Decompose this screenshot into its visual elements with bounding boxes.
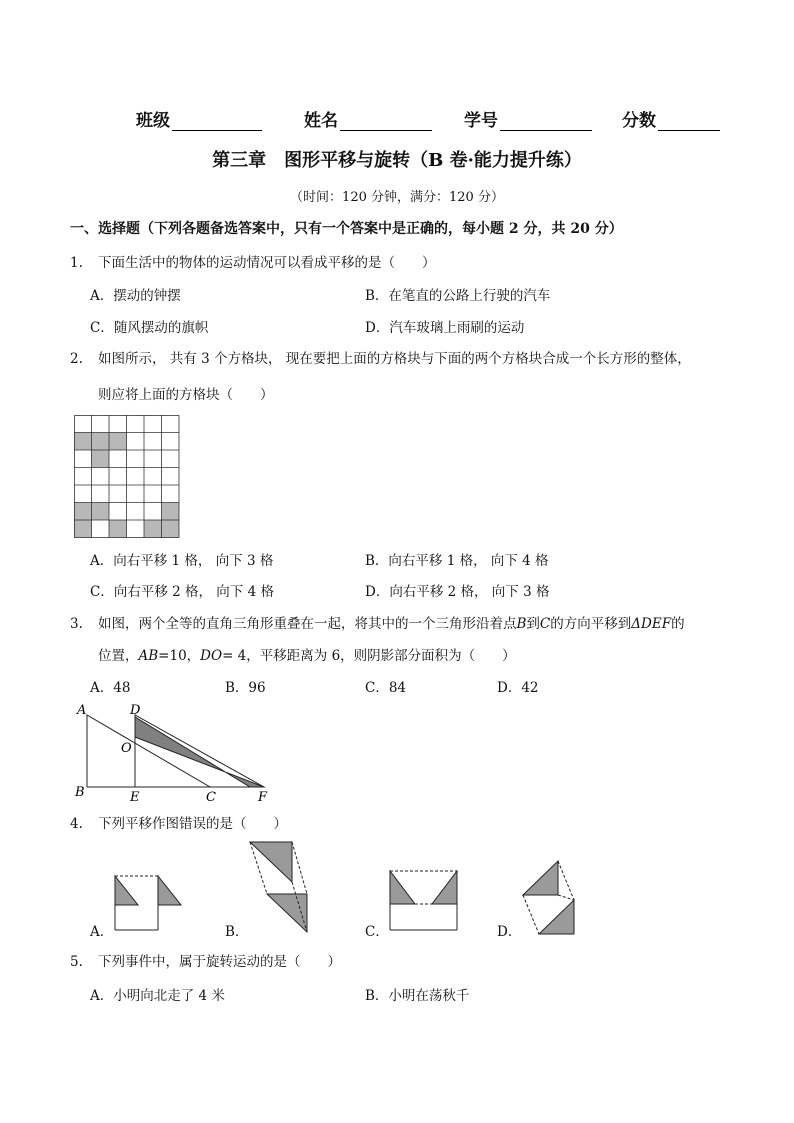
name-blank[interactable]: [340, 112, 432, 131]
triangle-shape: [115, 876, 138, 905]
question-stem-line1: 如图所示， 共有 3 个方格块， 现在要把上面的方格块与下面的两个方格块合成一个长方形的整体，: [98, 351, 691, 367]
question-number: 5.: [70, 954, 83, 970]
label-f: F: [258, 790, 268, 805]
q4-option-c[interactable]: C．: [365, 924, 389, 940]
question-3-line2: [98, 644, 516, 664]
q4-figure-a: [110, 870, 186, 934]
do-value: = 4: [222, 648, 247, 664]
question-stem: 下列事件中，属于旋转运动的是（ ）: [98, 954, 341, 970]
page-subtitle: （时间：120 分钟，满分：120 分）: [290, 190, 504, 205]
q4-figure-c: [385, 866, 461, 934]
question-stem-line2: 则应将上面的方格块（ ）: [98, 387, 274, 403]
question-number: 1.: [70, 255, 83, 271]
upper-block-cell: [74, 433, 92, 451]
q1-option-b[interactable]: B．在笔直的公路上行驶的汽车: [365, 288, 551, 304]
q2-option-d[interactable]: D．向右平移 2 格， 向下 3 格: [365, 584, 550, 600]
question-5: [70, 950, 341, 970]
q1-option-a[interactable]: A．摆动的钟摆: [90, 288, 181, 304]
question-stem-part: 的方向平移到: [550, 616, 632, 632]
triangle-shape: [432, 871, 457, 904]
score-field: [622, 106, 720, 131]
question-stem-part: 的: [671, 616, 685, 632]
point-b: B: [516, 616, 527, 632]
label-a: A: [77, 703, 87, 718]
id-field: [464, 106, 592, 131]
q1-option-c[interactable]: C．随风摆动的旗帜: [90, 320, 209, 336]
triangle-shape: [390, 871, 415, 904]
class-label: 班级: [136, 111, 170, 131]
class-field: [136, 106, 262, 131]
label-d: D: [130, 703, 141, 718]
question-stem-part: 到: [526, 616, 540, 632]
q4-figure-d: [518, 858, 578, 938]
triangle-shape: [523, 861, 558, 895]
label-c: C: [206, 790, 216, 805]
question-stem: 下面生活中的物体的运动情况可以看成平移的是（ ）: [98, 255, 436, 271]
triangle-shape: [158, 876, 181, 905]
dashed-line: [523, 895, 539, 934]
q4-figure-b: [245, 838, 315, 936]
question-stem: 下列平移作图错误的是（ ）: [98, 816, 287, 832]
label-o: O: [121, 741, 132, 756]
question-stem-part: ，平移距离为 6，则阴影部分面积为（ ）: [246, 648, 516, 664]
label-b: B: [75, 785, 85, 800]
score-blank[interactable]: [658, 112, 720, 131]
q3-option-d[interactable]: D．42: [497, 680, 539, 696]
id-label: 学号: [464, 111, 498, 131]
q4-option-b[interactable]: B．: [225, 924, 249, 940]
lower-right-block-cell: [144, 520, 162, 538]
score-label: 分数: [622, 111, 656, 131]
segment-do: DO: [200, 648, 223, 664]
ab-value: =10: [158, 648, 187, 664]
lower-left-block-cell: [92, 503, 110, 521]
grid-figure: [74, 415, 180, 538]
question-3: [70, 612, 685, 632]
lower-left-block-cell: [74, 520, 92, 538]
dashed-line: [558, 861, 574, 900]
translation-triangles-figure: [72, 700, 282, 806]
question-number: 2.: [70, 351, 83, 367]
upper-block-cell: [92, 450, 110, 468]
q3-option-b[interactable]: B．96: [225, 680, 266, 696]
page-title: 第三章 图形平移与旋转（B 卷·能力提升练）: [212, 150, 582, 171]
point-c: C: [539, 616, 551, 632]
label-e: E: [130, 790, 140, 805]
question-stem-part: 如图，两个全等的直角三角形重叠在一起，将其中的一个三角形沿着点: [98, 616, 517, 632]
id-blank[interactable]: [500, 112, 592, 131]
q2-option-c[interactable]: C．向右平移 2 格， 向下 4 格: [90, 584, 274, 600]
question-2: [70, 347, 691, 367]
q4-option-a[interactable]: A．: [90, 924, 114, 940]
question-1: [70, 251, 436, 271]
q3-option-c[interactable]: C．84: [365, 680, 407, 696]
question-number: 4.: [70, 816, 83, 832]
question-stem-part: 位置，: [98, 648, 139, 664]
q3-option-a[interactable]: A．48: [90, 680, 131, 696]
question-stem-part: ，: [186, 648, 201, 664]
section-heading: 一、选择题（下列各题备选答案中，只有一个答案中是正确的，每小题 2 分，共 20 分）: [70, 221, 623, 237]
triangle-shape: [539, 900, 574, 934]
q5-option-b[interactable]: B．小明在荡秋千: [365, 988, 470, 1004]
lower-right-block-cell: [162, 503, 180, 521]
question-4: [70, 812, 287, 832]
q2-option-a[interactable]: A．向右平移 1 格， 向下 3 格: [90, 553, 274, 569]
lower-left-block-cell: [109, 520, 127, 538]
lower-left-block-cell: [74, 503, 92, 521]
q1-option-d[interactable]: D．汽车玻璃上雨刷的运动: [365, 320, 525, 336]
segment-ab: AB: [138, 648, 159, 664]
question-number: 3.: [70, 616, 83, 632]
name-label: 姓名: [304, 111, 338, 131]
class-blank[interactable]: [172, 112, 262, 131]
upper-block-cell: [109, 433, 127, 451]
triangle-def: ΔDEF: [631, 616, 672, 632]
dashed-line: [292, 842, 307, 894]
q4-option-d[interactable]: D．: [497, 924, 522, 940]
q5-option-a[interactable]: A．小明向北走了 4 米: [90, 988, 225, 1004]
upper-block-cell: [92, 433, 110, 451]
q2-option-b[interactable]: B．向右平移 1 格， 向下 4 格: [365, 553, 549, 569]
lower-right-block-cell: [162, 520, 180, 538]
triangle-def-shape: [135, 715, 264, 787]
dashed-line: [558, 895, 574, 900]
name-field: [304, 106, 432, 131]
